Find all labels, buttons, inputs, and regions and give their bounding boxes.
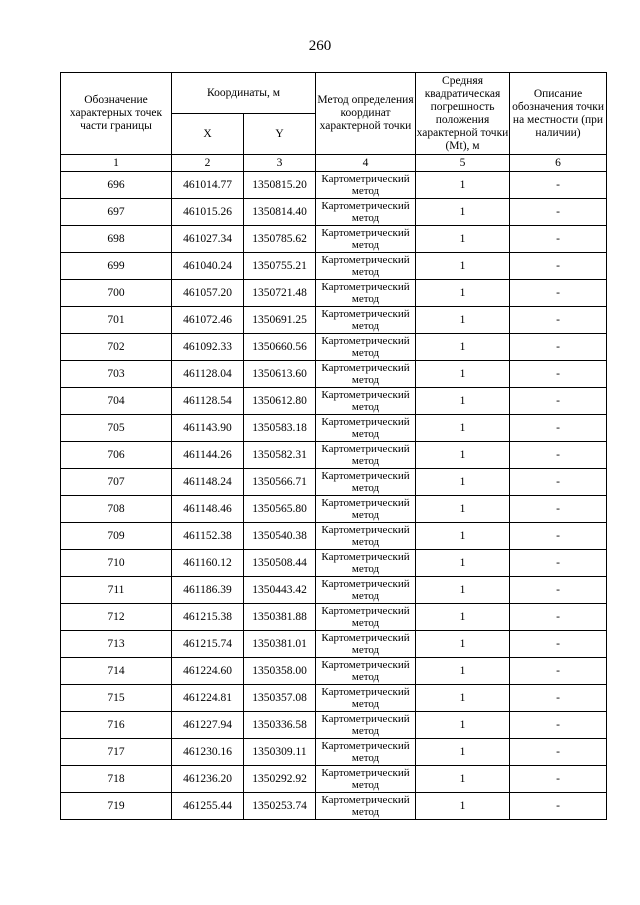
error-cell: 1	[416, 739, 510, 766]
description-cell: -	[510, 253, 607, 280]
table-row	[61, 253, 607, 280]
x-coordinate-cell: 461057.20	[172, 280, 244, 307]
description-cell: -	[510, 469, 607, 496]
method-cell: Картометрический метод	[316, 388, 416, 415]
x-coordinate-cell: 461015.26	[172, 199, 244, 226]
description-cell: -	[510, 280, 607, 307]
error-cell: 1	[416, 442, 510, 469]
table-row	[61, 523, 607, 550]
table-row	[61, 442, 607, 469]
description-cell: -	[510, 712, 607, 739]
point-cell: 700	[61, 280, 172, 307]
error-cell: 1	[416, 334, 510, 361]
point-cell: 707	[61, 469, 172, 496]
table-row	[61, 739, 607, 766]
table-row	[61, 469, 607, 496]
table-row	[61, 172, 607, 199]
y-coordinate-cell: 1350565.80	[244, 496, 316, 523]
point-cell: 706	[61, 442, 172, 469]
point-cell: 710	[61, 550, 172, 577]
method-cell: Картометрический метод	[316, 550, 416, 577]
method-cell: Картометрический метод	[316, 226, 416, 253]
description-cell: -	[510, 631, 607, 658]
method-cell: Картометрический метод	[316, 469, 416, 496]
method-cell: Картометрический метод	[316, 415, 416, 442]
method-cell: Картометрический метод	[316, 199, 416, 226]
description-cell: -	[510, 172, 607, 199]
column-number: 5	[416, 155, 510, 172]
y-coordinate-cell: 1350381.88	[244, 604, 316, 631]
y-coordinate-cell: 1350540.38	[244, 523, 316, 550]
y-coordinate-cell: 1350815.20	[244, 172, 316, 199]
y-coordinate-cell: 1350583.18	[244, 415, 316, 442]
error-cell: 1	[416, 523, 510, 550]
point-cell: 717	[61, 739, 172, 766]
error-cell: 1	[416, 199, 510, 226]
x-coordinate-cell: 461148.24	[172, 469, 244, 496]
x-coordinate-cell: 461040.24	[172, 253, 244, 280]
column-number: 3	[244, 155, 316, 172]
table-row	[61, 496, 607, 523]
table-row	[61, 712, 607, 739]
header-y: Y	[244, 114, 316, 155]
point-cell: 705	[61, 415, 172, 442]
point-cell: 697	[61, 199, 172, 226]
x-coordinate-cell: 461027.34	[172, 226, 244, 253]
y-coordinate-cell: 1350292.92	[244, 766, 316, 793]
description-cell: -	[510, 226, 607, 253]
description-cell: -	[510, 577, 607, 604]
error-cell: 1	[416, 793, 510, 820]
method-cell: Картометрический метод	[316, 793, 416, 820]
header-error: Средняя квадратическая погрешность положения характерной точки (Mt), м	[416, 73, 510, 155]
header-row	[61, 73, 607, 114]
y-coordinate-cell: 1350443.42	[244, 577, 316, 604]
x-coordinate-cell: 461143.90	[172, 415, 244, 442]
table-row	[61, 226, 607, 253]
description-cell: -	[510, 415, 607, 442]
error-cell: 1	[416, 280, 510, 307]
error-cell: 1	[416, 496, 510, 523]
table-row	[61, 280, 607, 307]
method-cell: Картометрический метод	[316, 442, 416, 469]
method-cell: Картометрический метод	[316, 658, 416, 685]
description-cell: -	[510, 388, 607, 415]
table-row	[61, 307, 607, 334]
point-cell: 708	[61, 496, 172, 523]
x-coordinate-cell: 461152.38	[172, 523, 244, 550]
x-coordinate-cell: 461215.74	[172, 631, 244, 658]
x-coordinate-cell: 461148.46	[172, 496, 244, 523]
point-cell: 696	[61, 172, 172, 199]
x-coordinate-cell: 461227.94	[172, 712, 244, 739]
column-number: 1	[61, 155, 172, 172]
y-coordinate-cell: 1350785.62	[244, 226, 316, 253]
point-cell: 704	[61, 388, 172, 415]
error-cell: 1	[416, 226, 510, 253]
table-body	[61, 172, 607, 820]
y-coordinate-cell: 1350721.48	[244, 280, 316, 307]
method-cell: Картометрический метод	[316, 280, 416, 307]
method-cell: Картометрический метод	[316, 739, 416, 766]
method-cell: Картометрический метод	[316, 523, 416, 550]
point-cell: 715	[61, 685, 172, 712]
error-cell: 1	[416, 307, 510, 334]
method-cell: Картометрический метод	[316, 604, 416, 631]
point-cell: 716	[61, 712, 172, 739]
point-cell: 699	[61, 253, 172, 280]
error-cell: 1	[416, 550, 510, 577]
x-coordinate-cell: 461255.44	[172, 793, 244, 820]
y-coordinate-cell: 1350613.60	[244, 361, 316, 388]
table-row	[61, 199, 607, 226]
method-cell: Картометрический метод	[316, 172, 416, 199]
method-cell: Картометрический метод	[316, 631, 416, 658]
method-cell: Картометрический метод	[316, 361, 416, 388]
y-coordinate-cell: 1350358.00	[244, 658, 316, 685]
table-row	[61, 550, 607, 577]
description-cell: -	[510, 199, 607, 226]
method-cell: Картометрический метод	[316, 253, 416, 280]
table-row	[61, 388, 607, 415]
table-row	[61, 334, 607, 361]
page-number: 260	[308, 38, 332, 54]
error-cell: 1	[416, 253, 510, 280]
description-cell: -	[510, 766, 607, 793]
y-coordinate-cell: 1350336.58	[244, 712, 316, 739]
error-cell: 1	[416, 604, 510, 631]
x-coordinate-cell: 461236.20	[172, 766, 244, 793]
table-row	[61, 577, 607, 604]
y-coordinate-cell: 1350691.25	[244, 307, 316, 334]
x-coordinate-cell: 461186.39	[172, 577, 244, 604]
point-cell: 714	[61, 658, 172, 685]
column-number: 6	[510, 155, 607, 172]
description-cell: -	[510, 307, 607, 334]
table-row	[61, 766, 607, 793]
table-row	[61, 793, 607, 820]
error-cell: 1	[416, 172, 510, 199]
y-coordinate-cell: 1350357.08	[244, 685, 316, 712]
point-cell: 701	[61, 307, 172, 334]
table-row	[61, 415, 607, 442]
description-cell: -	[510, 442, 607, 469]
point-cell: 698	[61, 226, 172, 253]
error-cell: 1	[416, 469, 510, 496]
description-cell: -	[510, 739, 607, 766]
table-row	[61, 631, 607, 658]
x-coordinate-cell: 461215.38	[172, 604, 244, 631]
table-row	[61, 658, 607, 685]
error-cell: 1	[416, 766, 510, 793]
header-description: Описание обозначения точки на местности (при наличии)	[510, 73, 607, 155]
header-x: X	[172, 114, 244, 155]
method-cell: Картометрический метод	[316, 577, 416, 604]
point-cell: 702	[61, 334, 172, 361]
method-cell: Картометрический метод	[316, 307, 416, 334]
error-cell: 1	[416, 658, 510, 685]
y-coordinate-cell: 1350612.80	[244, 388, 316, 415]
column-number-row	[61, 155, 607, 172]
description-cell: -	[510, 334, 607, 361]
point-cell: 711	[61, 577, 172, 604]
description-cell: -	[510, 685, 607, 712]
description-cell: -	[510, 793, 607, 820]
point-cell: 712	[61, 604, 172, 631]
point-cell: 718	[61, 766, 172, 793]
x-coordinate-cell: 461072.46	[172, 307, 244, 334]
x-coordinate-cell: 461160.12	[172, 550, 244, 577]
error-cell: 1	[416, 631, 510, 658]
x-coordinate-cell: 461014.77	[172, 172, 244, 199]
y-coordinate-cell: 1350660.56	[244, 334, 316, 361]
x-coordinate-cell: 461144.26	[172, 442, 244, 469]
description-cell: -	[510, 523, 607, 550]
description-cell: -	[510, 550, 607, 577]
description-cell: -	[510, 496, 607, 523]
table-row	[61, 361, 607, 388]
header-designation: Обозначение характерных точек части границы	[61, 73, 172, 155]
point-cell: 703	[61, 361, 172, 388]
column-number: 2	[172, 155, 244, 172]
y-coordinate-cell: 1350814.40	[244, 199, 316, 226]
method-cell: Картометрический метод	[316, 766, 416, 793]
x-coordinate-cell: 461230.16	[172, 739, 244, 766]
y-coordinate-cell: 1350755.21	[244, 253, 316, 280]
point-cell: 709	[61, 523, 172, 550]
y-coordinate-cell: 1350582.31	[244, 442, 316, 469]
header-coordinates: Координаты, м	[172, 73, 316, 114]
point-cell: 713	[61, 631, 172, 658]
x-coordinate-cell: 461224.60	[172, 658, 244, 685]
error-cell: 1	[416, 361, 510, 388]
y-coordinate-cell: 1350309.11	[244, 739, 316, 766]
description-cell: -	[510, 604, 607, 631]
error-cell: 1	[416, 577, 510, 604]
method-cell: Картометрический метод	[316, 496, 416, 523]
table-row	[61, 604, 607, 631]
method-cell: Картометрический метод	[316, 685, 416, 712]
y-coordinate-cell: 1350381.01	[244, 631, 316, 658]
y-coordinate-cell: 1350566.71	[244, 469, 316, 496]
y-coordinate-cell: 1350253.74	[244, 793, 316, 820]
table-row	[61, 685, 607, 712]
header-method: Метод определения координат характерной точки	[316, 73, 416, 155]
error-cell: 1	[416, 712, 510, 739]
error-cell: 1	[416, 415, 510, 442]
error-cell: 1	[416, 685, 510, 712]
x-coordinate-cell: 461092.33	[172, 334, 244, 361]
error-cell: 1	[416, 388, 510, 415]
description-cell: -	[510, 361, 607, 388]
point-cell: 719	[61, 793, 172, 820]
description-cell: -	[510, 658, 607, 685]
method-cell: Картометрический метод	[316, 334, 416, 361]
y-coordinate-cell: 1350508.44	[244, 550, 316, 577]
boundary-points-table	[60, 72, 607, 820]
x-coordinate-cell: 461224.81	[172, 685, 244, 712]
x-coordinate-cell: 461128.54	[172, 388, 244, 415]
x-coordinate-cell: 461128.04	[172, 361, 244, 388]
method-cell: Картометрический метод	[316, 712, 416, 739]
column-number: 4	[316, 155, 416, 172]
